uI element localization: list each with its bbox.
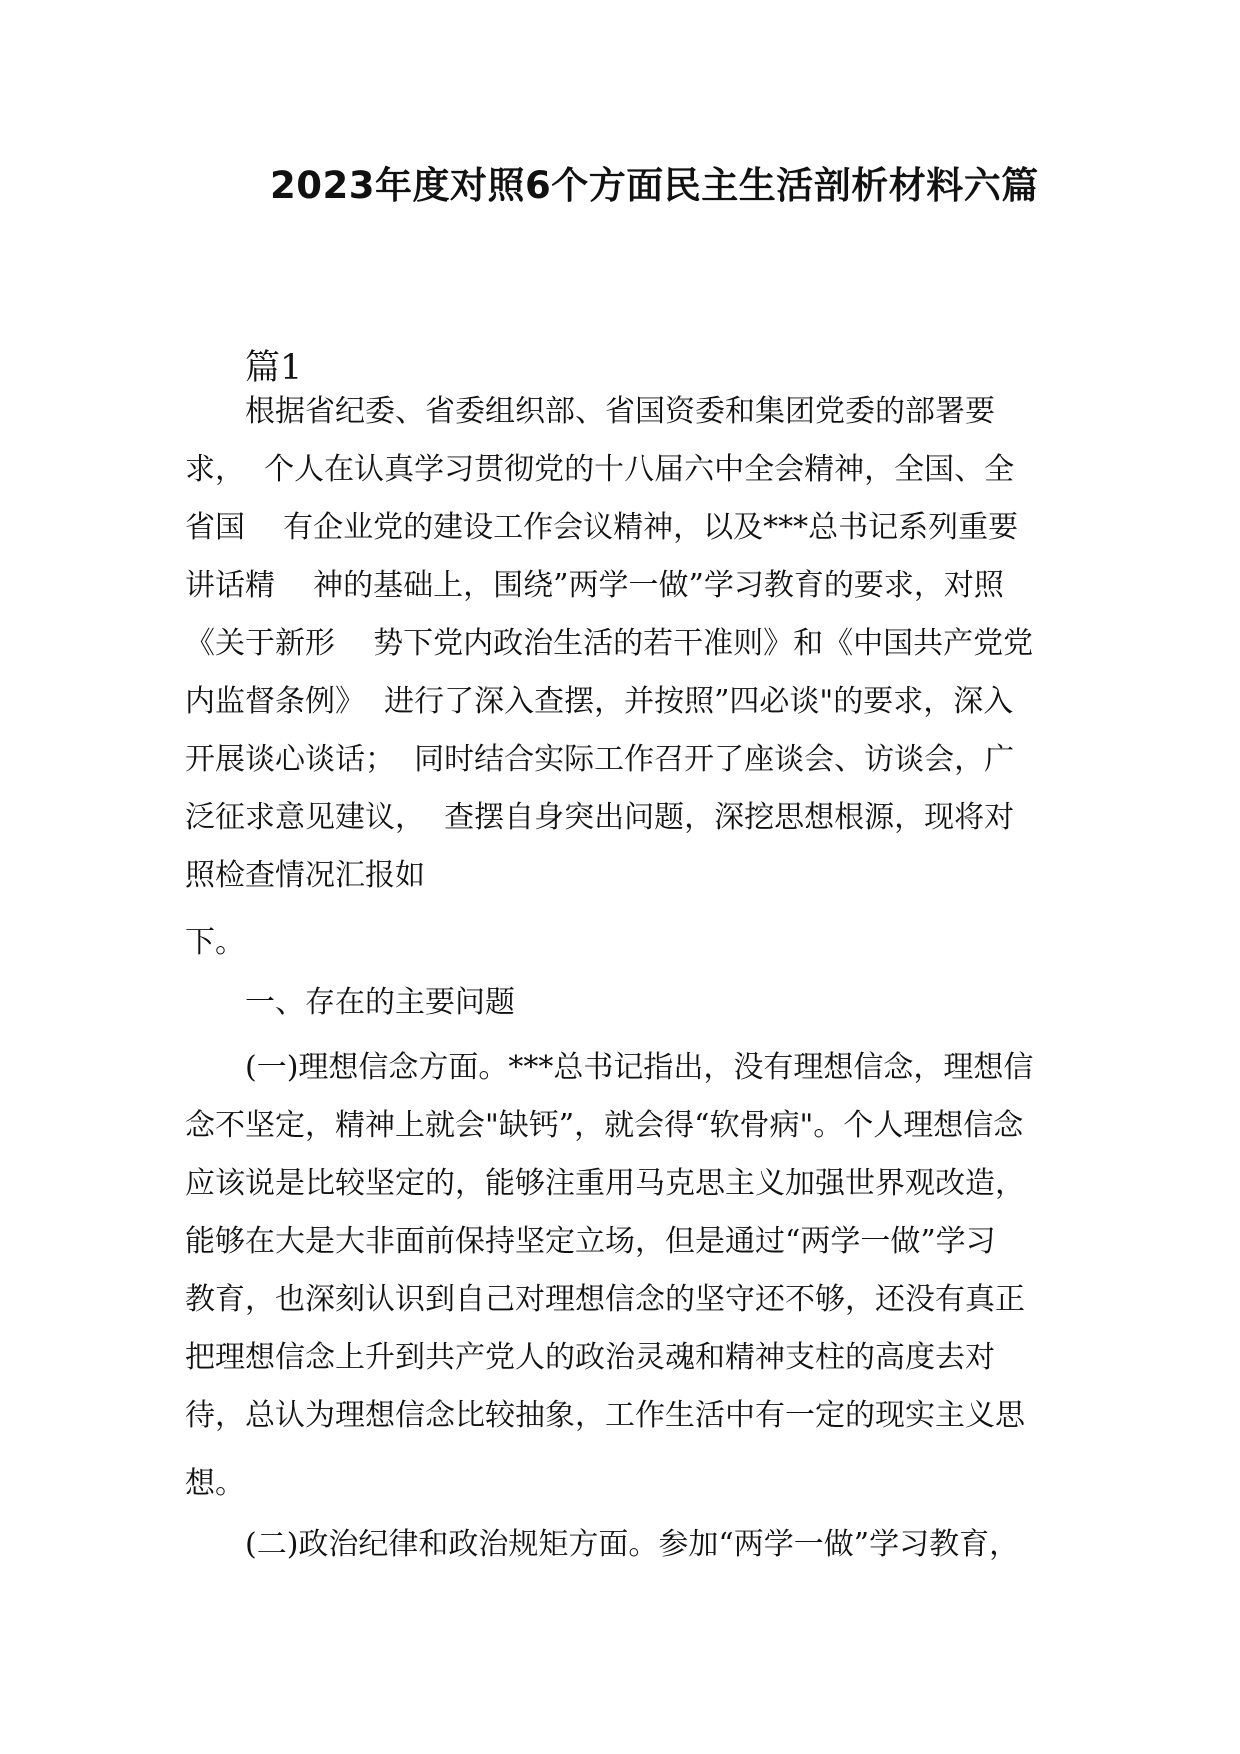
document-title: 2023年度对照6个方面民主生活剖析材料六篇 bbox=[270, 164, 1039, 207]
body-line-17: 把理想信念上升到共产党人的政治灵魂和精神支柱的高度去对 bbox=[185, 1340, 995, 1375]
body-line-2: 求， 个人在认真学习贯彻党的十八届六中全会精神，全国、全 bbox=[185, 452, 1015, 487]
body-line-7: 开展谈心谈话； 同时结合实际工作召开了座谈会、访谈会，广 bbox=[185, 742, 1015, 777]
body-line-10: 下。 bbox=[185, 925, 245, 960]
subheading-issues: 一、存在的主要问题 bbox=[245, 985, 515, 1020]
body-line-14: 应该说是比较坚定的，能够注重用马克思主义加强世界观改造， bbox=[185, 1166, 1025, 1201]
body-line-8: 泛征求意见建议， 查摆自身突出问题，深挖思想根源，现将对 bbox=[185, 800, 1015, 835]
body-line-5: 《关于新形 势下党内政治生活的若干准则》和《中国共产党党 bbox=[185, 626, 1034, 661]
body-line-3: 省国 有企业党的建设工作会议精神，以及***总书记系列重要 bbox=[185, 510, 1019, 545]
body-line-12: (一)理想信念方面。***总书记指出，没有理想信念，理想信 bbox=[245, 1050, 1034, 1085]
body-line-9: 照检查情况汇报如 bbox=[185, 858, 425, 893]
body-line-13: 念不坚定，精神上就会"缺钙”，就会得“软骨病"。个人理想信念 bbox=[185, 1108, 1024, 1143]
section-heading: 篇1 bbox=[245, 348, 303, 388]
body-line-15: 能够在大是大非面前保持坚定立场，但是通过“两学一做”学习 bbox=[185, 1224, 996, 1259]
body-line-19: 想。 bbox=[185, 1466, 245, 1501]
body-line-16: 教育，也深刻认识到自己对理想信念的坚守还不够，还没有真正 bbox=[185, 1282, 1025, 1317]
body-line-6: 内监督条例》 进行了深入查摆，并按照”四必谈"的要求，深入 bbox=[185, 684, 1014, 719]
body-line-1: 根据省纪委、省委组织部、省国资委和集团党委的部署要 bbox=[245, 394, 995, 429]
body-line-4: 讲话精 神的基础上，围绕”两学一做”学习教育的要求，对照 bbox=[185, 568, 1004, 603]
body-line-20: (二)政治纪律和政治规矩方面。参加“两学一做”学习教育， bbox=[245, 1527, 1020, 1562]
body-line-18: 待，总认为理想信念比较抽象，工作生活中有一定的现实主义思 bbox=[185, 1398, 1025, 1433]
